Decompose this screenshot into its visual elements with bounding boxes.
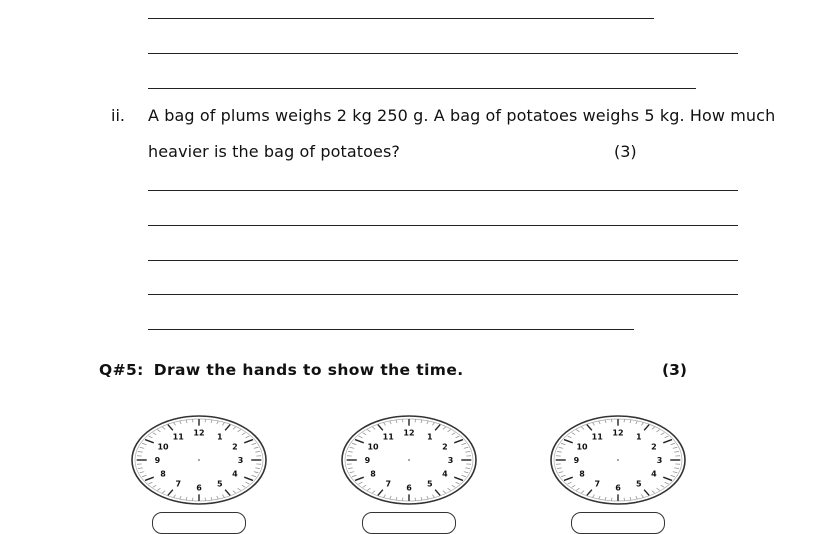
clock-number: 7 [594,480,600,489]
answer-line[interactable] [148,88,696,89]
clock-icon [130,412,268,508]
answer-line[interactable] [148,53,738,54]
answer-line[interactable] [148,260,738,261]
clock-face-3[interactable] [549,412,687,508]
clock-center [198,459,200,461]
time-answer-box[interactable] [152,512,246,534]
clock-number: 9 [155,456,161,465]
clock-number: 6 [406,483,412,492]
answer-line[interactable] [148,18,654,19]
clock-face-2[interactable] [340,412,478,508]
clock-number: 11 [592,432,604,441]
clock-number: 11 [173,432,185,441]
answer-line[interactable] [148,329,634,330]
question-text-line-1: A bag of plums weighs 2 kg 250 g. A bag of potatoes weighs 5 kg. How much [148,106,775,125]
clock-number: 8 [370,470,376,479]
clock-center [617,459,619,461]
question-marks: (3) [662,361,687,379]
clock-number: 12 [612,429,623,438]
clock-number: 10 [367,442,379,451]
clock-number: 5 [427,480,433,489]
clock-number: 12 [193,429,204,438]
clock-number: 3 [238,456,244,465]
question-label: Q#5: [99,361,144,379]
clock-icon [549,412,687,508]
clock-number: 5 [217,480,223,489]
clock-number: 11 [383,432,395,441]
clock-number: 4 [651,470,657,479]
clock-number: 2 [651,442,657,451]
clock-number: 8 [160,470,166,479]
clock-number: 1 [636,432,642,441]
clock-number: 1 [217,432,223,441]
clock-number: 7 [385,480,391,489]
clock-number: 3 [657,456,663,465]
question-text: Draw the hands to show the time. [154,361,464,379]
clock-number: 5 [636,480,642,489]
clock-number: 6 [615,483,621,492]
clock-icon [340,412,478,508]
clock-number: 10 [576,442,588,451]
clock-number: 2 [232,442,238,451]
question-marks: (3) [614,142,637,161]
time-answer-box[interactable] [571,512,665,534]
answer-line[interactable] [148,190,738,191]
answer-line[interactable] [148,225,738,226]
clock-face-1[interactable] [130,412,268,508]
clock-number: 4 [232,470,238,479]
answer-line[interactable] [148,294,738,295]
clock-number: 1 [427,432,433,441]
clock-number: 2 [442,442,448,451]
clock-number: 12 [403,429,414,438]
clock-center [408,459,410,461]
clock-number: 6 [196,483,202,492]
clock-number: 3 [448,456,454,465]
clock-number: 7 [175,480,181,489]
time-answer-box[interactable] [362,512,456,534]
clock-number: 9 [574,456,580,465]
clock-number: 9 [365,456,371,465]
question-5-heading [99,361,464,379]
clock-number: 10 [157,442,169,451]
question-text-line-2: heavier is the bag of potatoes? [148,142,400,161]
question-number: ii. [111,106,125,125]
clock-number: 8 [579,470,585,479]
clock-number: 4 [442,470,448,479]
